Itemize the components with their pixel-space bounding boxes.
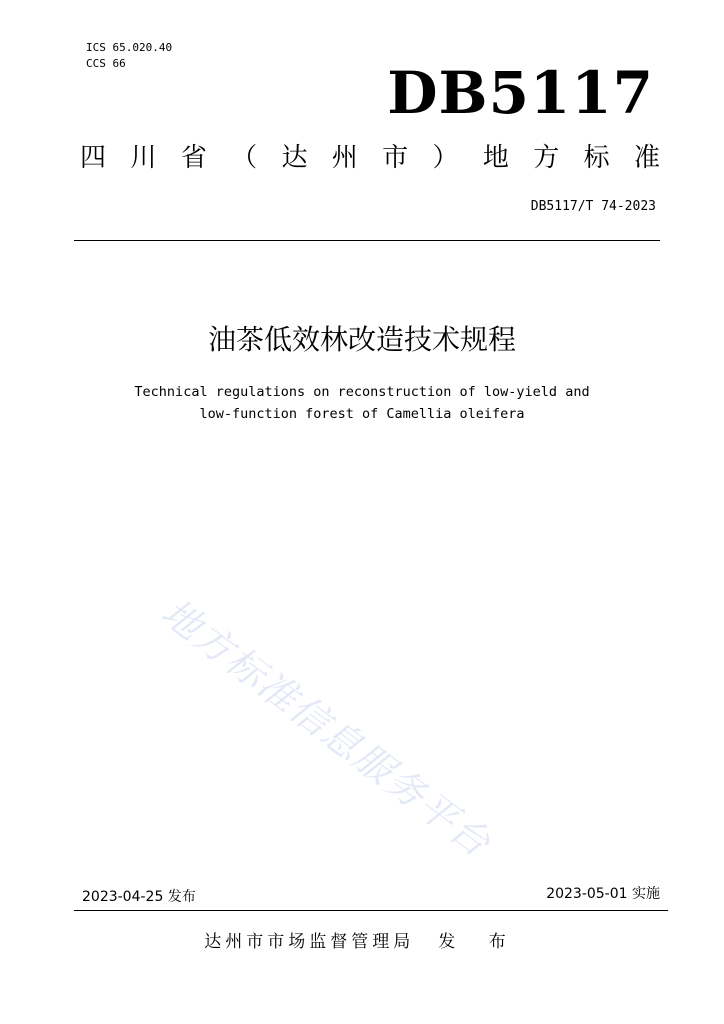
publisher-name: 达州市市场监督管理局 (204, 932, 415, 952)
ics-code: ICS 65.020.40 (86, 41, 173, 54)
footer-divider (74, 910, 668, 911)
publisher-line (0, 930, 724, 954)
publisher-verb: 发 布 (438, 932, 520, 952)
standard-kind-char: 准 (633, 143, 660, 173)
standard-kind-char: 方 (533, 143, 560, 173)
document-title-english (0, 381, 724, 425)
standard-kind-char: 达 (281, 143, 308, 173)
standard-kind (80, 140, 660, 176)
issue-date: 2023-04-25 发布 (82, 889, 196, 905)
implementation-date: 2023-05-01 实施 (546, 886, 660, 902)
document-title-chinese: 油茶低效林改造技术规程 (207, 323, 516, 356)
standard-code: DB5117 (387, 59, 654, 127)
standard-kind-char: 标 (583, 143, 610, 173)
standard-kind-char: 川 (130, 143, 157, 173)
standard-number: DB5117/T 74-2023 (530, 199, 656, 214)
standard-kind-char: 四 (80, 143, 107, 173)
english-title-line: low-function forest of Camellia oleifera (199, 406, 525, 422)
standard-kind-char: 地 (482, 143, 509, 173)
standard-kind-char: 市 (382, 143, 409, 173)
standard-kind-char: ） (432, 143, 459, 173)
standard-kind-char: 州 (331, 143, 358, 173)
header-divider (74, 240, 660, 241)
ccs-code: CCS 66 (86, 57, 126, 70)
english-title-line: Technical regulations on reconstruction of low-yield and (134, 384, 590, 400)
standard-kind-char: （ (231, 143, 258, 173)
watermark: 地方标准信息服务平台 (153, 590, 500, 866)
standard-kind-char: 省 (180, 143, 207, 173)
